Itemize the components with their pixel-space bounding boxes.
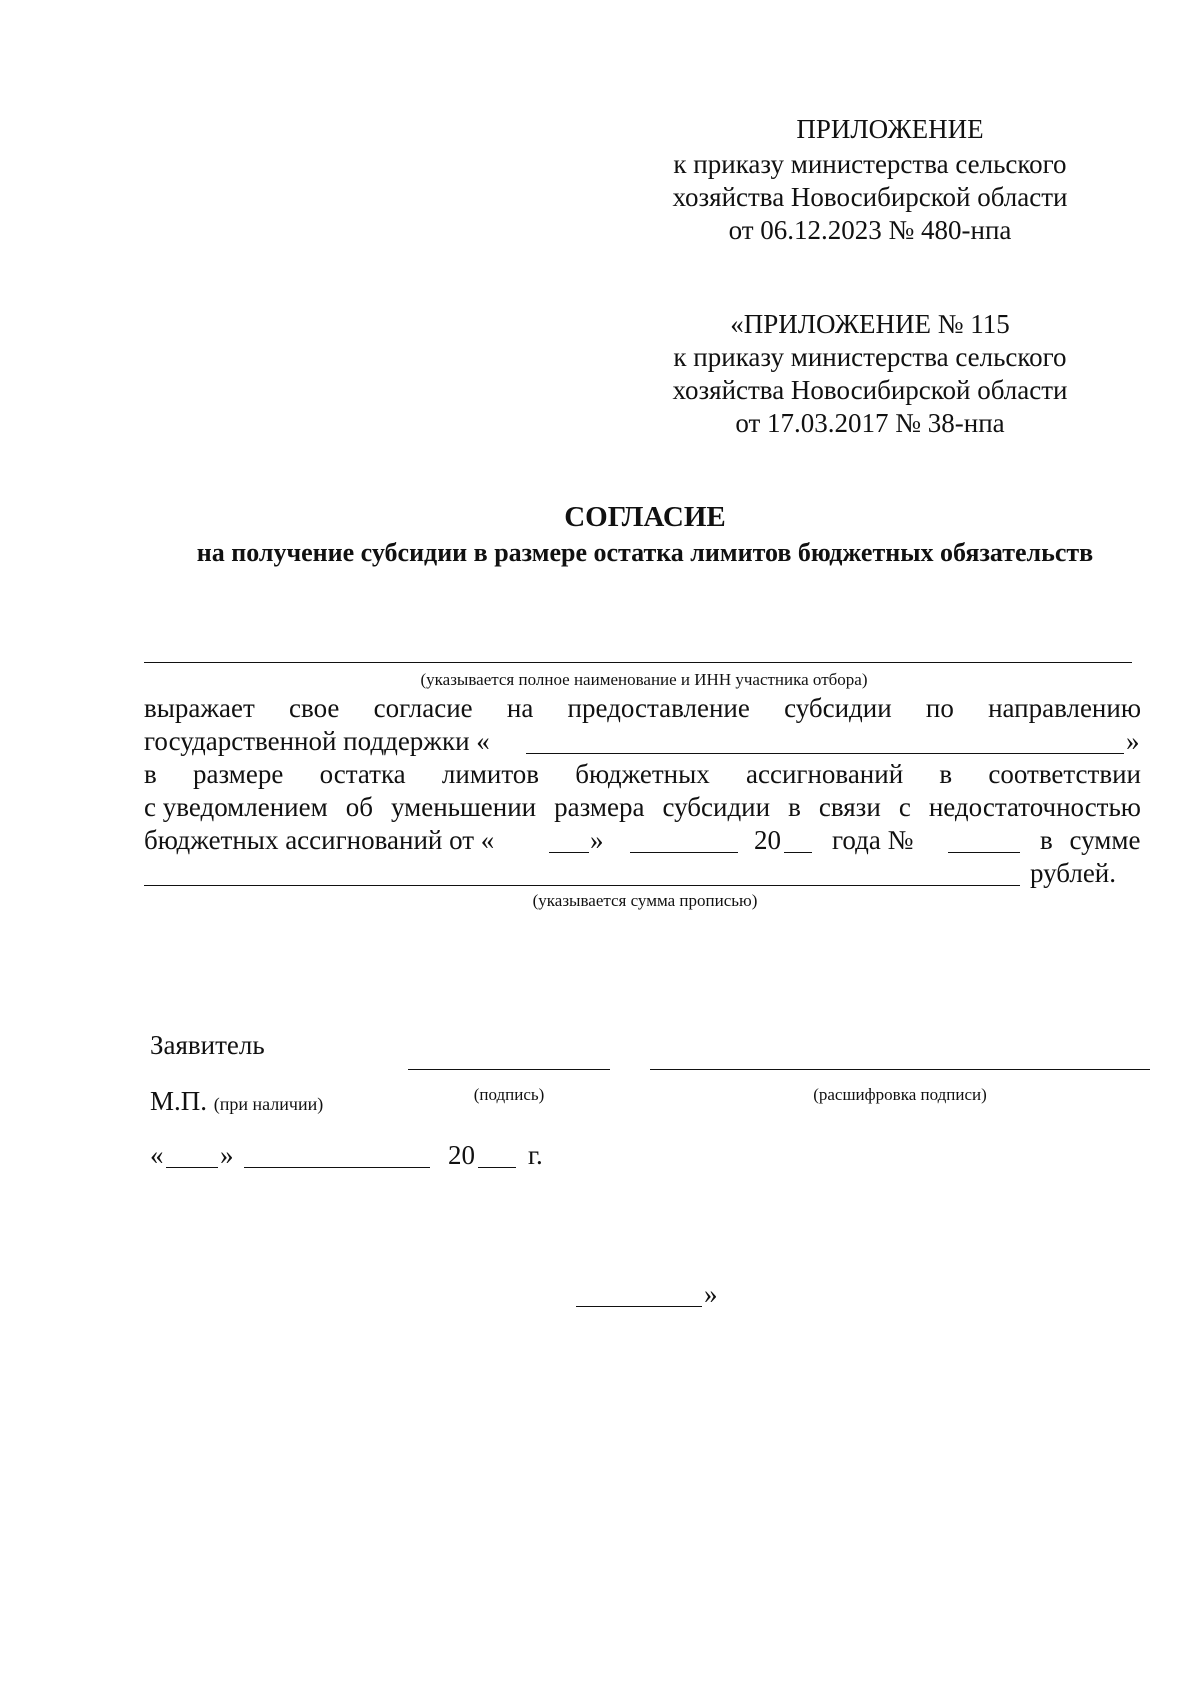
sum-hint: (указывается сумма прописью) [532, 891, 758, 910]
document-subtitle [100, 536, 1190, 570]
body-line-2-start: государственной поддержки « [144, 726, 490, 756]
document-title [100, 500, 1190, 534]
word: ассигнований [746, 759, 904, 789]
notice-day-field[interactable] [549, 852, 589, 853]
body-line-6-end: рублей. [1030, 858, 1117, 888]
body-line-5-c: 20 [754, 825, 781, 855]
word: связи [818, 792, 881, 822]
body-line-5-a: бюджетных ассигнований от « [144, 825, 495, 855]
word: в [939, 759, 953, 789]
word: размера [554, 792, 645, 822]
word: с уведомлением [144, 792, 328, 822]
word: размере [193, 759, 284, 789]
appendix-title: ПРИЛОЖЕНИЕ [796, 114, 984, 144]
applicant-hint: (указывается полное наименование и ИНН участника отбора) [420, 670, 868, 689]
body-line-4 [144, 791, 1141, 824]
notice-year-field[interactable] [784, 852, 812, 853]
word: в [788, 792, 801, 822]
word: согласие [373, 693, 473, 723]
applicant-name-line [144, 662, 1132, 663]
word: об [345, 792, 373, 822]
support-direction-field[interactable] [526, 753, 1124, 754]
appendix-line-2: хозяйства Новосибирской области [672, 182, 1068, 212]
word: направлению [988, 693, 1141, 723]
word: недостаточностью [928, 792, 1141, 822]
notice-month-field[interactable] [630, 852, 738, 853]
word: уменьшении [391, 792, 537, 822]
closing-line [576, 1306, 702, 1307]
date-year-prefix: 20 [448, 1140, 475, 1170]
appendix-line-3: от 06.12.2023 № 480-нпа [728, 215, 1012, 245]
signature-decode-hint: (расшифровка подписи) [813, 1085, 987, 1104]
signature-field[interactable] [408, 1069, 610, 1070]
word: остатка [319, 759, 406, 789]
word: соответствии [988, 759, 1141, 789]
appendix-115-line-3: от 17.03.2017 № 38-нпа [735, 408, 1005, 438]
date-year-field[interactable] [478, 1167, 516, 1168]
body-line-5-e: в сумме [1040, 825, 1141, 855]
date-month-field[interactable] [244, 1167, 430, 1168]
body-line-3 [144, 758, 1141, 791]
body-line-5-b: » [590, 825, 604, 855]
applicant-label: Заявитель [150, 1030, 265, 1060]
word: свое [289, 693, 340, 723]
seal-note: (при наличии) [213, 1094, 324, 1114]
date-year-suffix: г. [528, 1140, 543, 1170]
closing-quote: » [704, 1279, 718, 1309]
date-close-quote: » [220, 1140, 234, 1170]
body-line-1 [144, 692, 1141, 725]
seal-label [150, 1084, 323, 1121]
word: субсидии [784, 693, 892, 723]
notice-number-field[interactable] [948, 852, 1020, 853]
word: по [925, 693, 954, 723]
date-day-field[interactable] [166, 1167, 218, 1168]
date-open-quote: « [150, 1140, 164, 1170]
word: в [144, 759, 157, 789]
body-line-2-end: » [1126, 726, 1140, 756]
title-main: СОГЛАСИЕ [564, 501, 726, 533]
signature-decode-field[interactable] [650, 1069, 1150, 1070]
appendix-line-1: к приказу министерства сельского [673, 149, 1067, 179]
sum-in-words-field[interactable] [144, 885, 1020, 886]
appendix-115-title: «ПРИЛОЖЕНИЕ № 115 [730, 309, 1010, 339]
seal-mp: М.П. [150, 1086, 208, 1116]
appendix-header-lines [640, 148, 1100, 247]
word: с [898, 792, 911, 822]
appendix-115-header [640, 308, 1100, 440]
word: предоставление [567, 693, 750, 723]
word: выражает [144, 693, 255, 723]
title-sub: на получение субсидии в размере остатка лимитов бюджетных обязательств [196, 538, 1094, 567]
body-line-5-d: года № [832, 825, 914, 855]
appendix-115-line-1: к приказу министерства сельского [673, 342, 1067, 372]
signature-hint: (подпись) [473, 1085, 545, 1104]
word: субсидии [662, 792, 771, 822]
word: бюджетных [575, 759, 710, 789]
appendix-header [660, 113, 1120, 146]
appendix-115-line-2: хозяйства Новосибирской области [672, 375, 1068, 405]
word: на [506, 693, 534, 723]
word: лимитов [441, 759, 540, 789]
